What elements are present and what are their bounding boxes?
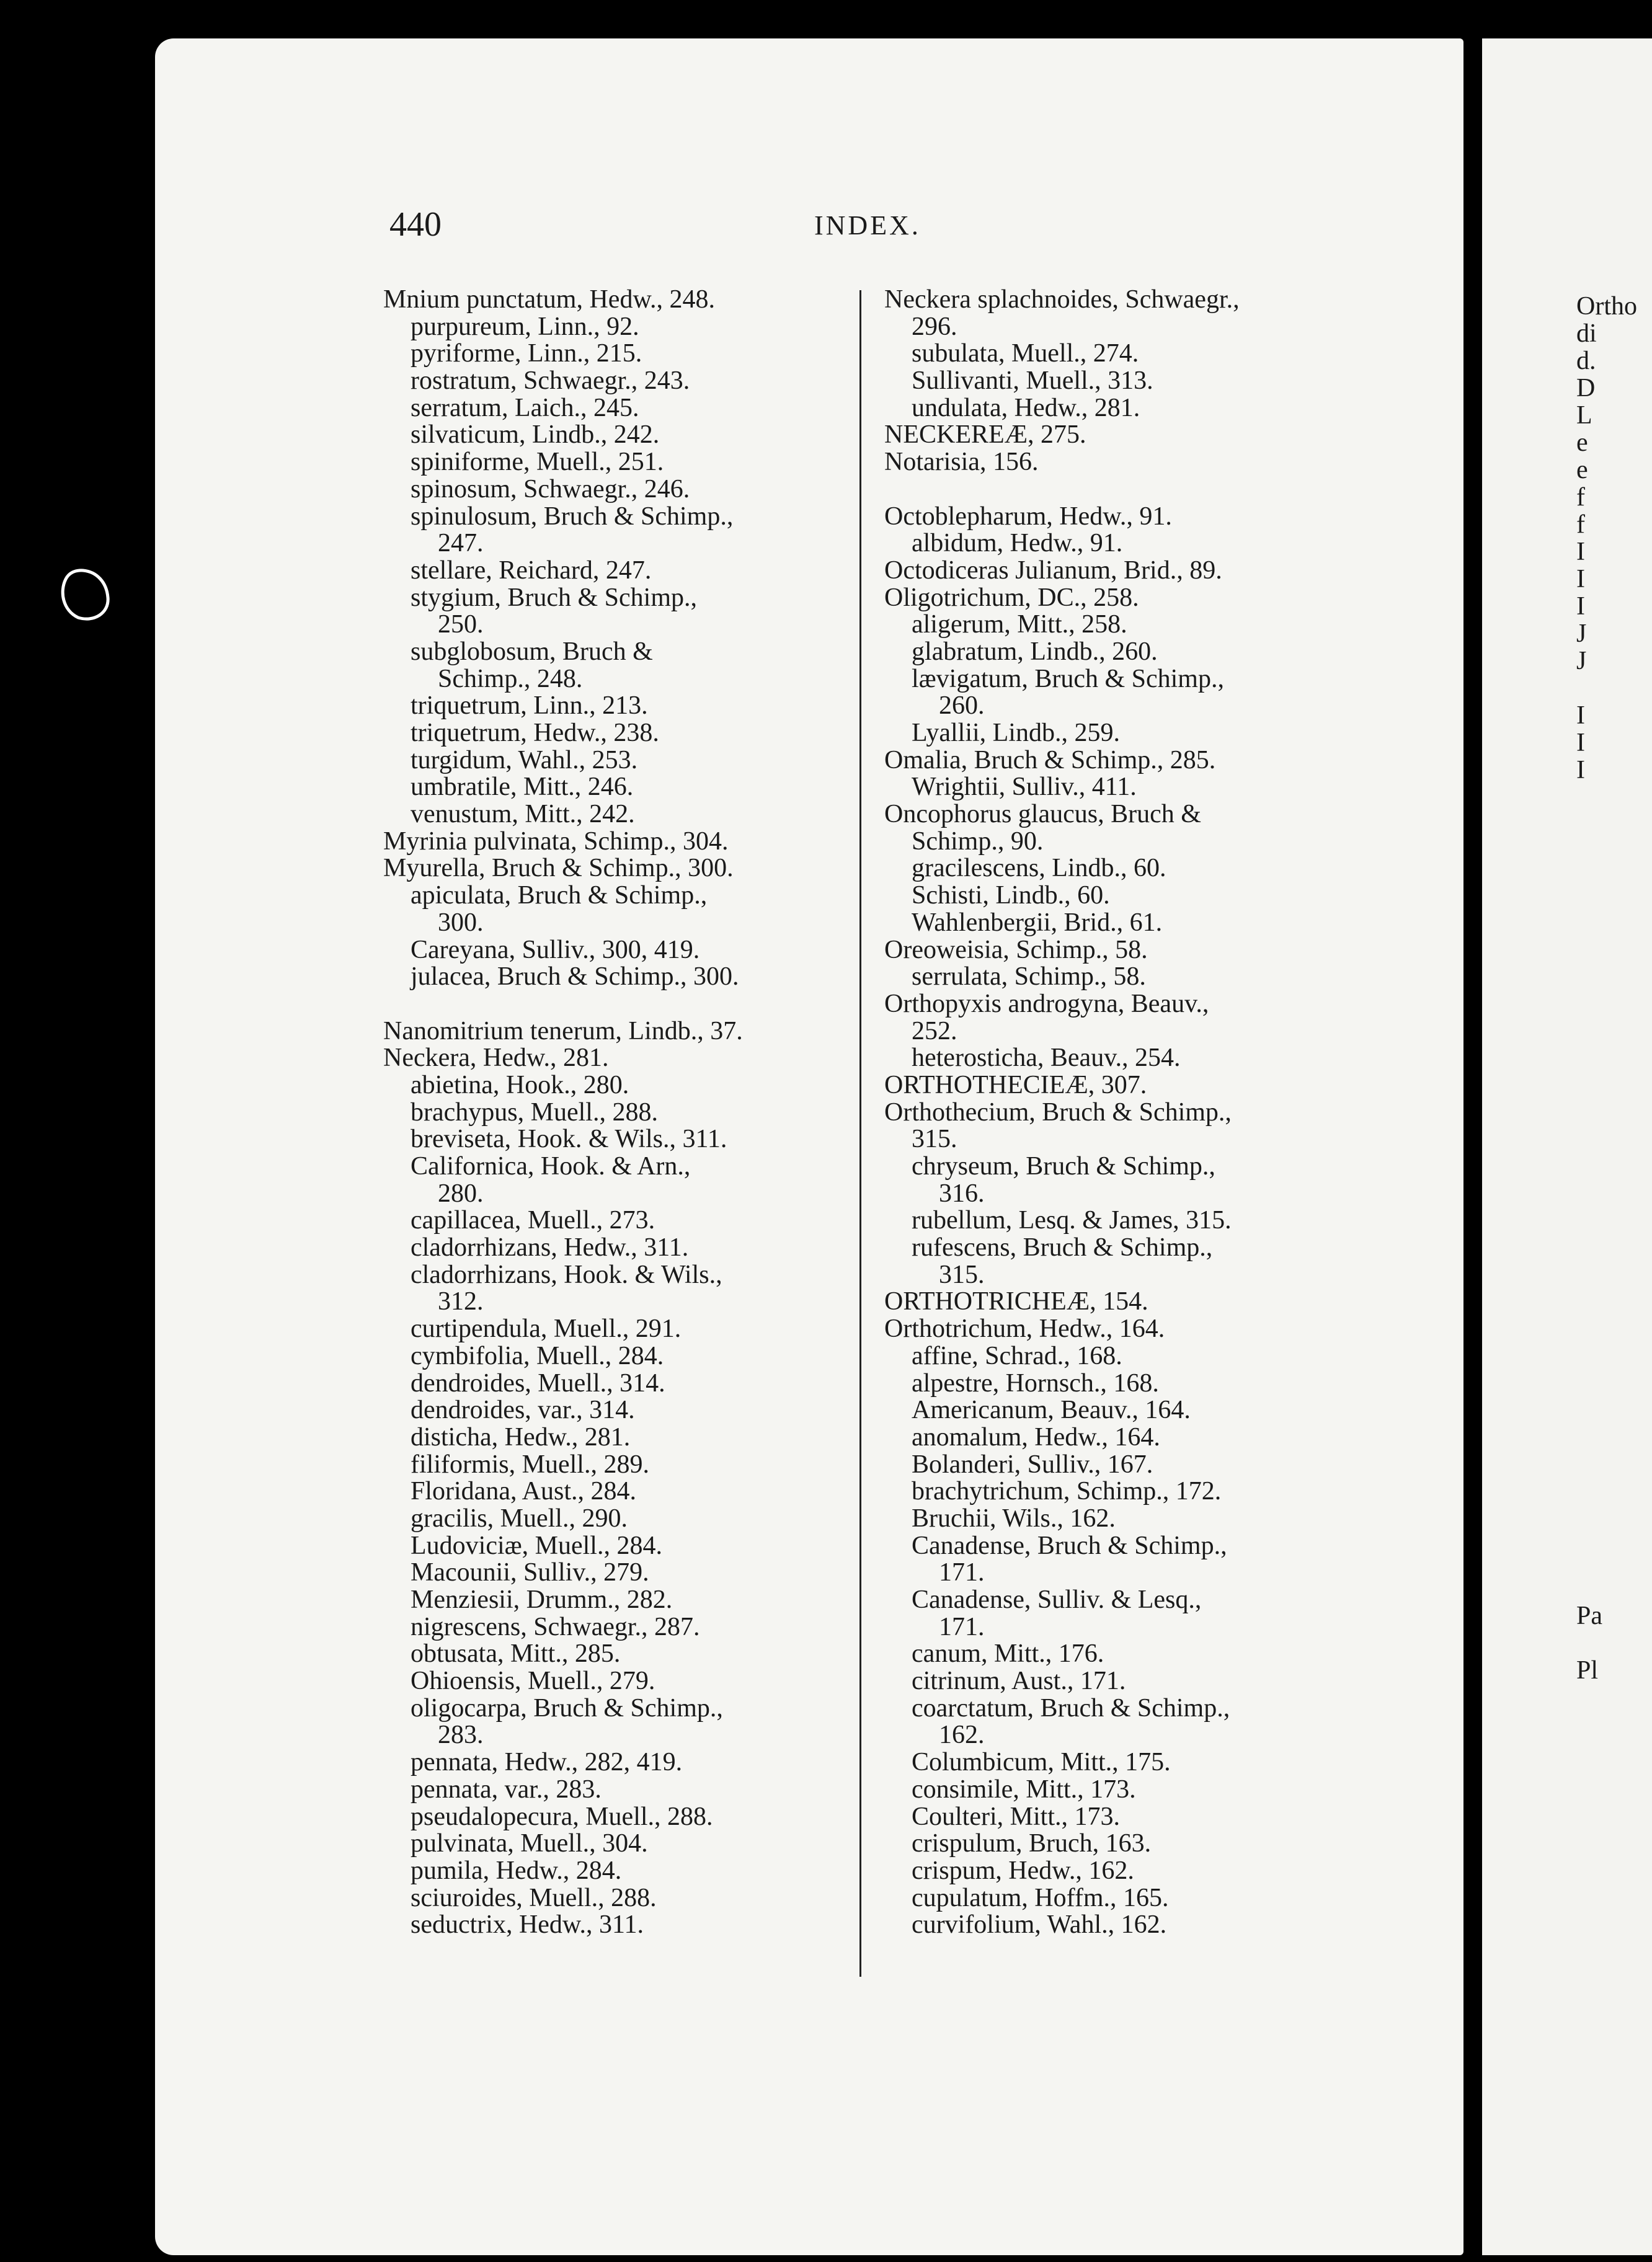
index-entry: 315. <box>939 1260 985 1289</box>
index-entry: filiformis, Muell., 289. <box>411 1450 649 1479</box>
adjacent-fragment <box>1576 1411 1637 1439</box>
adjacent-fragment: Pa <box>1576 1602 1602 1630</box>
adjacent-fragment <box>1576 1466 1637 1493</box>
index-entry: dendroides, var., 314. <box>411 1396 635 1425</box>
index-entry: Octoblepharum, Hedw., 91. <box>884 502 1172 531</box>
index-entry: triquetrum, Hedw., 238. <box>411 719 659 747</box>
adjacent-fragment: Ortho <box>1576 292 1637 321</box>
index-entry: subulata, Muell., 274. <box>912 339 1139 368</box>
index-entry: Lyallii, Lindb., 259. <box>912 719 1120 747</box>
adjacent-fragment: I <box>1576 592 1585 621</box>
adjacent-fragment: di <box>1576 319 1597 348</box>
column-divider <box>859 290 861 1977</box>
adjacent-fragment: D <box>1576 374 1596 402</box>
index-entry: 162. <box>939 1721 985 1750</box>
index-entry: gracilescens, Lindb., 60. <box>912 854 1166 883</box>
index-entry: lævigatum, Bruch & Schimp., <box>912 664 1224 693</box>
adjacent-fragment: f <box>1576 483 1585 512</box>
adjacent-fragment <box>1576 1029 1637 1057</box>
index-column-right <box>884 286 1356 1939</box>
index-entry: turgidum, Wahl., 253. <box>411 745 638 774</box>
adjacent-fragment <box>1576 1439 1637 1466</box>
adjacent-fragment <box>1576 1057 1637 1084</box>
adjacent-fragment <box>1576 1248 1637 1275</box>
index-entry: Macounii, Sulliv., 279. <box>411 1558 649 1587</box>
index-entry: citrinum, Aust., 171. <box>912 1667 1126 1696</box>
adjacent-fragment <box>1576 1275 1637 1302</box>
index-entry: pseudalopecura, Muell., 288. <box>411 1802 713 1831</box>
index-entry: Nanomitrium tenerum, Lindb., 37. <box>383 1016 743 1045</box>
index-entry: undulata, Hedw., 281. <box>912 393 1140 422</box>
index-entry: 280. <box>438 1179 484 1208</box>
index-entry: serrulata, Schimp., 58. <box>912 962 1146 991</box>
adjacent-fragment: Pl <box>1576 1656 1599 1685</box>
adjacent-fragment <box>1576 1166 1637 1193</box>
index-entry: cymbifolia, Muell., 284. <box>411 1341 664 1370</box>
index-entry: julacea, Bruch & Schimp., 300. <box>411 962 739 991</box>
index-entry: 252. <box>912 1016 957 1045</box>
index-gap <box>884 476 1356 503</box>
index-entry: Wahlenbergii, Brid., 61. <box>912 908 1163 937</box>
index-entry: brevisetа, Hook. & Wils., 311. <box>411 1125 727 1154</box>
index-entry: 315. <box>912 1125 957 1154</box>
adjacent-fragment: I <box>1576 538 1585 566</box>
index-entry: pennata, Hedw., 282, 419. <box>411 1748 683 1777</box>
index-entry: serratum, Laich., 245. <box>411 393 639 422</box>
index-entry: 260. <box>939 691 985 721</box>
index-entry: cupulatum, Hoffm., 165. <box>912 1883 1169 1912</box>
index-entry: heterosticha, Beauv., 254. <box>912 1044 1181 1073</box>
index-entry: Octodiceras Julianum, Brid., 89. <box>884 556 1222 585</box>
index-entry: chryseum, Bruch & Schimp., <box>912 1152 1215 1181</box>
index-entry: 300. <box>438 908 484 937</box>
running-head: INDEX. <box>814 210 921 241</box>
adjacent-fragment: I <box>1576 729 1585 757</box>
index-entry: apiculata, Bruch & Schimp., <box>411 881 708 910</box>
index-entry: Sullivanti, Muell., 313. <box>912 366 1153 396</box>
index-entry: 283. <box>438 1721 484 1750</box>
adjacent-fragment <box>1576 1575 1637 1602</box>
adjacent-fragment <box>1576 1193 1637 1220</box>
index-entry: Canadense, Sulliv. & Lesq., <box>912 1586 1202 1614</box>
adjacent-fragment: d. <box>1576 347 1596 375</box>
adjacent-fragment <box>1576 811 1637 838</box>
adjacent-fragment: e <box>1576 428 1588 457</box>
index-entry: 250. <box>438 610 484 639</box>
adjacent-fragment: e <box>1576 456 1588 484</box>
index-entry: Ludoviciæ, Muell., 284. <box>411 1531 662 1560</box>
index-gap <box>383 991 855 1018</box>
index-entry: spinosum, Schwaegr., 246. <box>411 474 690 503</box>
index-entry: 312. <box>438 1287 484 1316</box>
index-entry: 296. <box>912 312 957 341</box>
adjacent-fragment: L <box>1576 401 1592 430</box>
index-entry: triquetrum, Linn., 213. <box>411 691 648 721</box>
page-number: 440 <box>389 205 442 244</box>
index-entry: Omalia, Bruch & Schimp., 285. <box>884 745 1216 774</box>
index-entry: sciuroides, Muell., 288. <box>411 1883 657 1912</box>
index-entry: brachypus, Muell., 288. <box>411 1098 658 1127</box>
index-entry: pennata, var., 283. <box>411 1775 602 1804</box>
index-entry: Bruchii, Wils., 162. <box>912 1504 1116 1533</box>
index-entry: stygium, Bruch & Schimp., <box>411 583 697 612</box>
adjacent-fragment <box>1576 784 1637 811</box>
index-entry: Menziesii, Drumm., 282. <box>411 1586 673 1614</box>
index-entry: 171. <box>939 1612 985 1641</box>
index-entry: aligerum, Mitt., 258. <box>912 610 1127 639</box>
index-entry: brachytrichum, Schimp., 172. <box>912 1477 1222 1506</box>
index-entry: pumila, Hedw., 284. <box>411 1856 622 1885</box>
index-entry: crispulum, Bruch, 163. <box>912 1829 1152 1858</box>
adjacent-fragment: J <box>1576 619 1587 648</box>
index-entry: venustum, Mitt., 242. <box>411 800 635 829</box>
index-entry: seductrix, Hedw., 311. <box>411 1910 644 1940</box>
index-entry: ORTHOTHECIEÆ, 307. <box>884 1070 1147 1099</box>
adjacent-fragment <box>1576 866 1637 893</box>
index-entry: Americanum, Beauv., 164. <box>912 1396 1191 1425</box>
index-entry: Myrinia pulvinata, Schimp., 304. <box>383 827 729 856</box>
index-entry: cladorrhizans, Hook. & Wils., <box>411 1260 722 1289</box>
adjacent-fragment <box>1576 1548 1637 1575</box>
index-entry: Coulteri, Mitt., 173. <box>912 1802 1120 1831</box>
index-entry: pulvinata, Muell., 304. <box>411 1829 648 1858</box>
index-entry: rufescens, Bruch & Schimp., <box>912 1233 1213 1262</box>
index-entry: ORTHOTRICHEÆ, 154. <box>884 1287 1148 1316</box>
index-entry: Orthothecium, Bruch & Schimp., <box>884 1098 1232 1127</box>
page-gutter <box>1465 38 1482 2255</box>
index-entry: glabratum, Lindb., 260. <box>912 637 1158 666</box>
index-entry: subglobosum, Bruch & <box>411 637 653 666</box>
adjacent-fragment: I <box>1576 756 1585 784</box>
index-entry: Ohioensis, Muell., 279. <box>411 1667 655 1696</box>
adjacent-fragment <box>1576 1302 1637 1329</box>
index-entry: gracilis, Muell., 290. <box>411 1504 628 1533</box>
adjacent-fragment <box>1576 1329 1637 1357</box>
index-entry: 316. <box>939 1179 985 1208</box>
index-entry: pyriforme, Linn., 215. <box>411 339 642 368</box>
index-entry: Mnium punctatum, Hedw., 248. <box>383 285 716 314</box>
adjacent-fragment <box>1576 1002 1637 1029</box>
index-entry: nigrescens, Schwaegr., 287. <box>411 1612 700 1641</box>
index-entry: alpestre, Hornsch., 168. <box>912 1368 1159 1398</box>
adjacent-fragment <box>1576 920 1637 947</box>
index-entry: Columbicum, Mitt., 175. <box>912 1748 1171 1777</box>
index-entry: Schimp., 248. <box>438 664 583 693</box>
adjacent-fragment <box>1576 947 1637 975</box>
index-entry: oligocarpa, Bruch & Schimp., <box>411 1693 723 1723</box>
index-entry: Careyana, Sulliv., 300, 419. <box>411 935 700 964</box>
index-entry: Orthotrichum, Hedw., 164. <box>884 1315 1165 1344</box>
index-entry: Schimp., 90. <box>912 827 1044 856</box>
index-entry: obtusata, Mitt., 285. <box>411 1639 621 1669</box>
index-entry: abietina, Hook., 280. <box>411 1070 629 1099</box>
adjacent-fragment: I <box>1576 701 1585 730</box>
index-entry: stellare, Reichard, 247. <box>411 556 652 585</box>
index-entry: dendroides, Muell., 314. <box>411 1368 665 1398</box>
index-entry: spinulosum, Bruch & Schimp., <box>411 502 734 531</box>
index-entry: consimile, Mitt., 173. <box>912 1775 1136 1804</box>
index-column-left <box>383 286 855 1939</box>
index-entry: Oligotrichum, DC., 258. <box>884 583 1139 612</box>
index-entry: anomalum, Hedw., 164. <box>912 1422 1160 1452</box>
index-entry: rostratum, Schwaegr., 243. <box>411 366 690 396</box>
index-entry: Neckera splachnoides, Schwaegr., <box>884 285 1240 314</box>
adjacent-fragment <box>1576 1630 1637 1657</box>
adjacent-fragment <box>1576 1384 1637 1411</box>
page-header <box>389 205 921 248</box>
adjacent-fragment: I <box>1576 565 1585 593</box>
index-entry: Notarisia, 156. <box>884 448 1039 477</box>
binding-ring-icon <box>53 561 115 629</box>
index-entry: rubellum, Lesq. & James, 315. <box>912 1206 1232 1235</box>
adjacent-fragment <box>1576 1357 1637 1384</box>
index-entry: Californica, Hook. & Arn., <box>411 1152 691 1181</box>
adjacent-fragment <box>1576 1111 1637 1138</box>
index-entry: Oncophorus glaucus, Bruch & <box>884 800 1201 829</box>
adjacent-page-text <box>1576 293 1637 1684</box>
index-entry: 247. <box>438 529 484 558</box>
adjacent-fragment: f <box>1576 510 1585 539</box>
index-entry: Canadense, Bruch & Schimp., <box>912 1531 1227 1560</box>
index-entry: Neckera, Hedw., 281. <box>383 1044 609 1073</box>
index-entry: Oreoweisia, Schimp., 58. <box>884 935 1148 964</box>
index-entry: affine, Schrad., 168. <box>912 1341 1122 1370</box>
index-entry: curtipendula, Muell., 291. <box>411 1315 682 1344</box>
index-entry: canum, Mitt., 176. <box>912 1639 1104 1669</box>
index-entry: capillacea, Muell., 273. <box>411 1206 655 1235</box>
index-entry: albidum, Hedw., 91. <box>912 529 1123 558</box>
index-entry: spiniforme, Muell., 251. <box>411 448 664 477</box>
index-entry: purpureum, Linn., 92. <box>411 312 639 341</box>
adjacent-fragment: J <box>1576 647 1587 675</box>
index-entry: silvaticum, Lindb., 242. <box>411 420 660 450</box>
adjacent-fragment <box>1576 1493 1637 1520</box>
index-entry: crispum, Hedw., 162. <box>912 1856 1134 1885</box>
adjacent-fragment <box>1576 1520 1637 1548</box>
adjacent-fragment <box>1576 1220 1637 1248</box>
index-entry: Schisti, Lindb., 60. <box>912 881 1110 910</box>
index-entry: disticha, Hedw., 281. <box>411 1422 631 1452</box>
adjacent-fragment <box>1576 1084 1637 1111</box>
adjacent-fragment <box>1576 838 1637 866</box>
index-entry: Bolanderi, Sulliv., 167. <box>912 1450 1153 1479</box>
index-entry: umbratile, Mitt., 246. <box>411 773 634 802</box>
adjacent-fragment <box>1576 893 1637 920</box>
index-entry: Wrightii, Sulliv., 411. <box>912 773 1137 802</box>
index-entry: NECKEREÆ, 275. <box>884 420 1086 450</box>
index-entry: coarctatum, Bruch & Schimp., <box>912 1693 1230 1723</box>
index-entry: Myurella, Bruch & Schimp., 300. <box>383 854 734 883</box>
adjacent-fragment <box>1576 975 1637 1002</box>
index-entry: Orthopyxis androgyna, Beauv., <box>884 989 1209 1018</box>
adjacent-fragment <box>1576 1138 1637 1166</box>
index-entry: Floridana, Aust., 284. <box>411 1477 636 1506</box>
index-entry: 171. <box>939 1558 985 1587</box>
adjacent-fragment <box>1576 675 1637 702</box>
index-entry: cladorrhizans, Hedw., 311. <box>411 1233 689 1262</box>
index-entry: curvifolium, Wahl., 162. <box>912 1910 1167 1940</box>
